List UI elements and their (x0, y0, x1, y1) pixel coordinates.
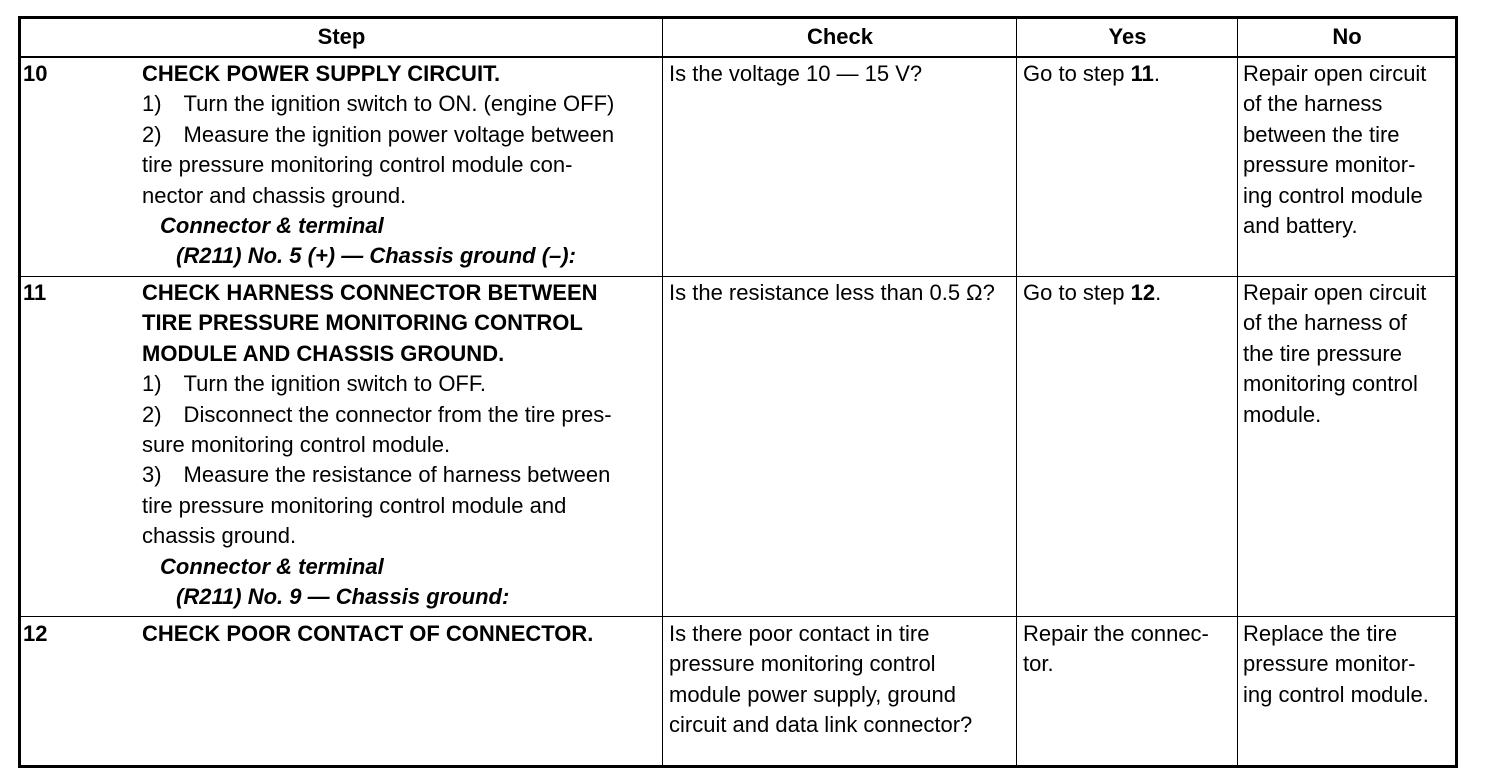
step-content (142, 59, 614, 272)
step-title: TIRE PRESSURE MONITORING CONTROL (142, 310, 583, 336)
check-cell (669, 59, 922, 89)
step-line: 2) Disconnect the connector from the tire pres- (142, 401, 612, 427)
step-number: 11 (23, 280, 47, 305)
no-line: module. (1243, 401, 1322, 427)
step-line: 1) Turn the ignition switch to OFF. (142, 371, 486, 397)
header-yes: Yes (1108, 24, 1147, 49)
connector-value: (R211) No. 5 (+) — Chassis ground (–): (176, 243, 576, 269)
row-divider (18, 616, 1458, 617)
no-line: ing control module (1243, 182, 1423, 208)
step-content (142, 278, 612, 612)
yes-suffix: . (1155, 280, 1162, 305)
no-cell (1243, 619, 1429, 710)
step-title: CHECK HARNESS CONNECTOR BETWEEN (142, 280, 598, 305)
step-title: CHECK POOR CONTACT OF CONNECTOR. (142, 621, 594, 646)
step-line: tire pressure monitoring control module and (142, 492, 567, 518)
yes-step-ref: 11 (1130, 61, 1154, 86)
no-line: ing control module. (1243, 681, 1429, 707)
yes-line: Repair the connec- (1023, 621, 1209, 646)
step-number: 10 (23, 61, 48, 86)
check-line: Is there poor contact in tire (669, 621, 930, 646)
check-line: pressure monitoring control (669, 651, 936, 677)
yes-suffix: . (1153, 61, 1161, 86)
header-step: Step (317, 24, 366, 49)
step-line: sure monitoring control module. (142, 432, 451, 458)
no-line: the tire pressure (1243, 340, 1402, 366)
column-divider (1237, 16, 1238, 768)
check-line: Is the voltage 10 — 15 V? (669, 61, 923, 86)
yes-step-ref: 12 (1130, 280, 1156, 305)
no-line: monitoring control (1243, 371, 1418, 397)
yes-prefix: Go to step (1023, 280, 1131, 305)
check-line: module power supply, ground (669, 681, 956, 707)
no-line: pressure monitor- (1243, 152, 1416, 178)
row-divider (18, 276, 1458, 277)
yes-line: tor. (1023, 651, 1054, 677)
yes-prefix: Go to step (1023, 61, 1131, 86)
step-number: 12 (23, 621, 48, 646)
no-line: between the tire (1243, 121, 1400, 147)
connector-value: (R211) No. 9 — Chassis ground: (176, 584, 510, 610)
step-line: nector and chassis ground. (142, 182, 407, 208)
step-title: CHECK POWER SUPPLY CIRCUIT. (142, 61, 501, 86)
step-line: 3) Measure the resistance of harness between (142, 462, 611, 488)
no-line: and battery. (1243, 213, 1358, 239)
step-content (142, 619, 593, 649)
step-line: tire pressure monitoring control module con- (142, 152, 573, 178)
column-divider (662, 16, 663, 768)
step-title: MODULE AND CHASSIS GROUND. (142, 340, 505, 366)
no-line: of the harness (1243, 91, 1383, 117)
header-no: No (1332, 24, 1362, 49)
check-line: circuit and data link connector? (669, 712, 973, 738)
check-cell (669, 619, 972, 741)
step-line: 1) Turn the ignition switch to ON. (engine OFF) (142, 91, 615, 117)
check-line: Is the resistance less than 0.5 Ω? (669, 280, 995, 305)
column-divider (1016, 16, 1017, 768)
connector-label: Connector & terminal (160, 213, 384, 239)
step-line: 2) Measure the ignition power voltage between (142, 121, 615, 147)
no-line: pressure monitor- (1243, 651, 1416, 677)
yes-cell (1023, 59, 1160, 89)
header-check: Check (806, 24, 874, 49)
header-divider (18, 56, 1458, 58)
no-cell (1243, 278, 1426, 430)
no-line: of the harness of (1243, 310, 1407, 336)
step-line: chassis ground. (142, 523, 297, 549)
no-line: Repair open circuit (1243, 280, 1427, 305)
no-line: Replace the tire (1243, 621, 1398, 646)
yes-cell (1023, 278, 1161, 308)
check-cell (669, 278, 995, 308)
no-line: Repair open circuit (1243, 61, 1427, 86)
yes-cell (1023, 619, 1209, 680)
connector-label: Connector & terminal (160, 553, 384, 579)
no-cell (1243, 59, 1426, 241)
